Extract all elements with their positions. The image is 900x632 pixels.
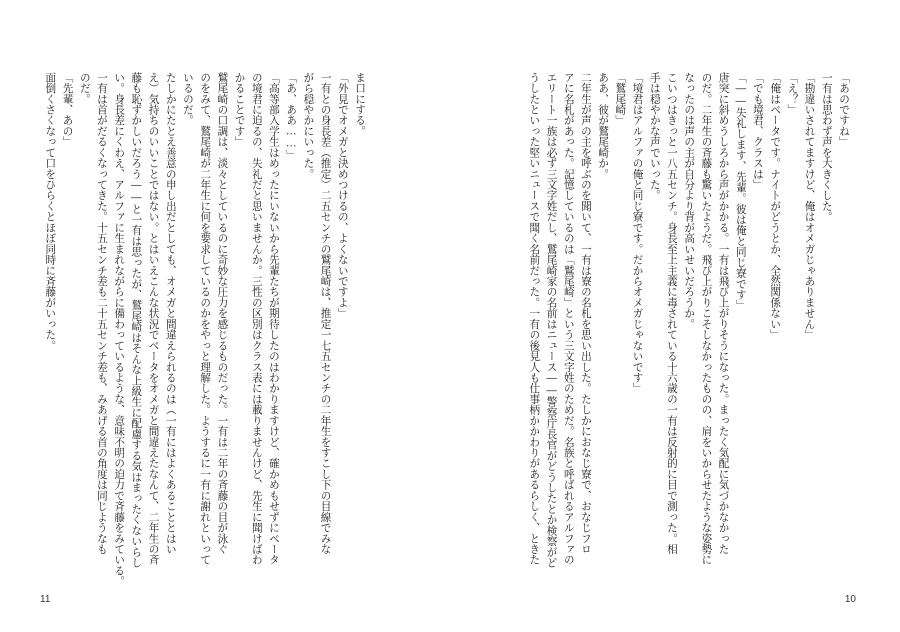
- text-line: のだ。: [78, 72, 91, 105]
- text-line: 二年生が声の主を呼ぶのを聞いて、一有は寮の名札を思い出した。たしかにおなじ寮で、おなじフロ: [579, 72, 592, 555]
- text-line: 「あ、ああ……」: [285, 72, 298, 161]
- text-line: アに名札があった。記憶しているのは「鷲尾崎」という三文字姓のためだ。名族と呼ばれるアルファの: [562, 72, 575, 566]
- text-line: 「あのですね」: [838, 72, 850, 148]
- text-line: 「――失礼します、先輩。彼は俺と同じ寮です」: [734, 72, 747, 311]
- text-line: 鷲尾崎の口調は、淡々としているのに奇妙な圧力を感じるものだった。一有は二年の斉藤の目が泳ぐ: [216, 72, 229, 555]
- text-line: 「でも境君、クラスは」: [751, 72, 764, 190]
- text-line: 手は穏やかな声でいった。: [648, 72, 661, 201]
- right-page: [450, 0, 900, 632]
- text-line: なったのは声の主が自分より背が高いせいだろうか。: [683, 72, 696, 330]
- text-line: がら穏やかにいった。: [302, 72, 315, 180]
- text-line: いるのだ。: [181, 72, 194, 126]
- text-line: エリート一族は必ず三文字姓だし、鷲尾崎家の名前はニュース――警察庁長官がどうしたとか検察がど: [545, 72, 558, 568]
- text-line: 一有は思わず声を大きくした。: [820, 72, 833, 223]
- text-line: 「先輩、あの」: [61, 72, 74, 148]
- text-line: 「境君はアルファの俺と同じ寮です。だからオメガじゃないです」: [631, 72, 644, 394]
- text-line: 一有との身長差（推定）二五センチの鷲尾崎は、推定一七五センチの二年生をすこし下の目線でみな: [319, 72, 332, 555]
- text-line: かることです」: [233, 72, 246, 148]
- text-line: ま口にする。: [354, 72, 366, 137]
- text-line: 「俺はベータです。ナイトがどうとか、全然関係ない」: [769, 72, 782, 340]
- text-line: 唐突に斜めうしろから声がかかる。一有は飛び上がりそうになった。まったく気配に気づかなかった: [717, 72, 730, 555]
- text-line: 「勘違いされてますけど、俺はオメガじゃありません」: [803, 72, 816, 340]
- text-line: い。身長差にくわえ、アルファに生まれながらに備わっているような、意味不明の迫力で斉藤をみている。: [113, 72, 126, 587]
- text-line: こいつはきっと一八五センチ。身長至上主義に毒されている十六歳の一有は反射的に目で測った。相: [665, 72, 678, 555]
- text-line: 「え？」: [786, 72, 799, 115]
- text-line: ああ、彼が鷲尾崎か。: [597, 72, 610, 180]
- left-page-body: [28, 72, 368, 592]
- page-number: 10: [844, 594, 856, 605]
- text-line: のだ。二年生の斉藤も驚いたようだ。飛び上がりこそしなかったものの、肩をいからせたような姿勢に: [700, 72, 713, 566]
- text-line: たしかにたとえ善意の申し出だとしても、オメガと間違えられるのは（一有にはよくあることとはい: [164, 72, 177, 555]
- text-line: 「高等部入学生はめったにいないから先輩たちが期待したのはわかりますけど、確かめもせずにベータ: [267, 72, 280, 566]
- text-line: のをみて、鷲尾崎が二年生に何を要求しているのかをやっと理解した。ようするに一有に謝れといって: [199, 72, 212, 566]
- text-line: 面倒くさくなって口をひらくとほぼ同時に斉藤がいった。: [44, 72, 57, 351]
- page-number: 11: [40, 594, 51, 605]
- text-line: 藤も恥ずかしいだろう――と一有は思ったが、鷲尾崎はそんな上級生に配慮する気はまったくないらし: [130, 72, 143, 568]
- text-line: え）気持ちのいいことではない。とはいえこんな状況でベータをオメガと間違えたなんて、二年生の斉: [147, 72, 160, 566]
- text-line: 一有は首がだるくなってきた。十五センチ差も二十五センチ差も、みあげる首の角度は同じようなも: [95, 72, 108, 555]
- text-line: うしたといった堅いニュースで聞く名前だった。一有の後見人も仕事柄かかわりがあるらしく、ときた: [528, 72, 541, 566]
- text-line: の境君に迫るの、失礼だと思いませんか。三性の区別はクラス表には載りませんけど、先生に聞けばわ: [250, 72, 263, 566]
- right-page-body: [496, 72, 852, 592]
- text-line: 「外見でオメガと決めつけるの、よくないですよ」: [336, 72, 349, 319]
- text-line: 「鷲尾崎」: [614, 72, 627, 126]
